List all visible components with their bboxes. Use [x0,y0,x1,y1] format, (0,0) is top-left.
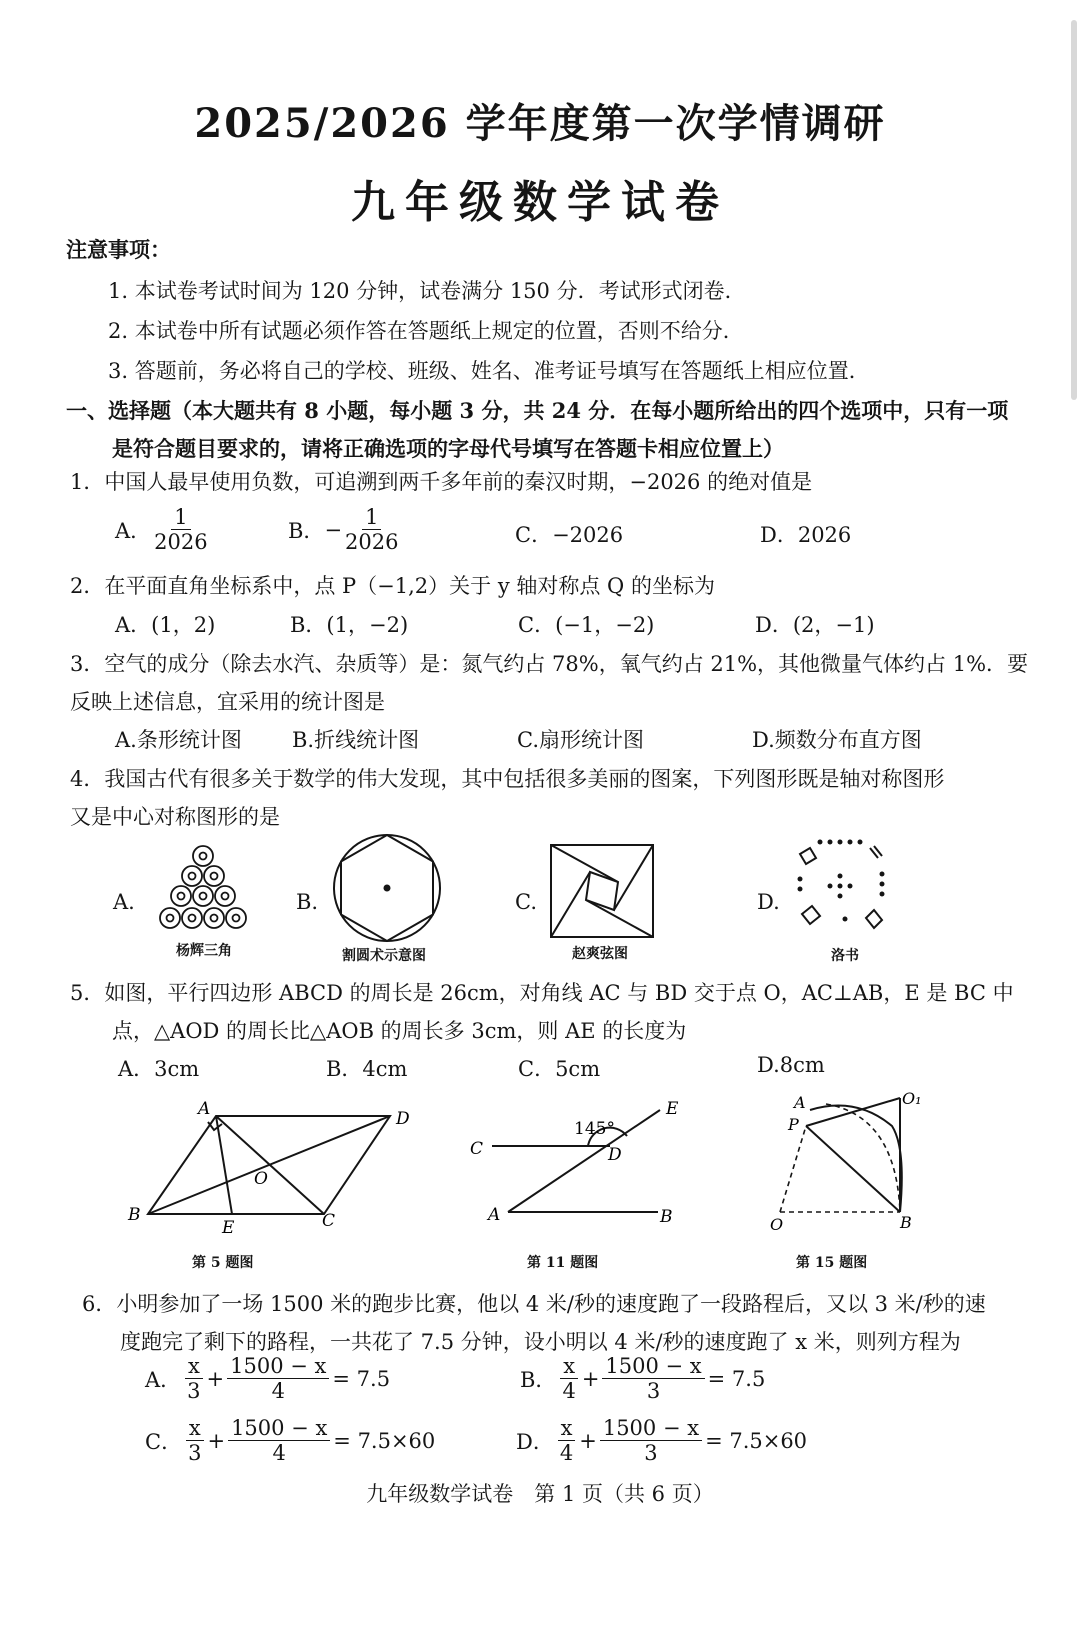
q1-option-a [115,505,211,554]
fraction [557,1416,576,1465]
fraction [228,1416,330,1465]
fraction [227,1354,329,1403]
point-label: A [488,1205,501,1225]
denominator: 3 [644,1441,658,1466]
equation-rhs: = 7.5×60 [333,1428,436,1453]
figure-caption: 洛书 [831,948,859,964]
q6-option-d [516,1416,807,1465]
q3-option-d: D.频数分布直方图 [752,728,922,752]
point-label: O [770,1215,784,1234]
q4-option-a-label: A. [113,890,135,914]
question-4-stem: 4．我国古代有很多关于数学的伟大发现，其中包括很多美丽的图案，下列图形既是轴对称图形 [70,767,945,791]
luoshu-figure [790,834,890,934]
fraction [600,1416,702,1465]
q5-option-c: C．5cm [518,1057,601,1081]
denominator: 4 [559,1441,574,1466]
fraction [151,505,210,554]
page-title: 2025/2026 学年度第一次学情调研 [194,100,886,147]
q6-option-b [520,1354,765,1403]
point-label: B [660,1207,673,1227]
numerator: 1500 − x [600,1416,702,1441]
point-label: D [608,1145,622,1165]
option-label: B． [520,1367,557,1392]
figure-caption: 第 5 题图 [192,1255,254,1271]
plus-sign: + [207,1428,226,1453]
equation-rhs: = 7.5 [707,1366,766,1391]
section-heading: 一、选择题（本大题共有 8 小题，每小题 3 分，共 24 分．在每小题所给出的四个选项中，只有一项 [66,398,1009,423]
q5-option-a: A．3cm [118,1057,200,1081]
plus-sign: + [579,1428,597,1453]
q3-option-a: A.条形统计图 [115,728,242,752]
denominator: 4 [272,1441,286,1466]
fraction [602,1354,704,1403]
q1-option-b [288,505,402,554]
point-label: O₁ [902,1089,922,1108]
option-label: C． [145,1429,183,1454]
option-label: A． [145,1367,182,1392]
question-6-stem-cont: 度跑完了剩下的路程，一共花了 7.5 分钟，设小明以 4 米/秒的速度跑了 x 米，则列方程为 [120,1330,961,1354]
q4-option-c-label: C. [515,890,537,914]
point-label: A [198,1099,211,1119]
numerator: 1 [362,505,381,530]
point-label: E [666,1099,679,1119]
figure-11 [462,1094,692,1244]
question-1-stem: 1．中国人最早使用负数，可追溯到两千多年前的秦汉时期，−2026 的绝对值是 [70,470,813,494]
fraction [185,1416,204,1465]
numerator: 1 [171,505,190,530]
notes-heading: 注意事项： [66,237,171,262]
question-5-stem-cont: 点，△AOD 的周长比△AOB 的周长多 3cm，则 AE 的长度为 [112,1019,687,1043]
fraction [184,1354,203,1403]
point-label: B [128,1205,141,1225]
numerator: 1500 − x [602,1354,704,1379]
point-label: E [222,1218,235,1238]
q1-option-d: D．2026 [760,523,852,547]
section-heading-cont: 是符合题目要求的，请将正确选项的字母代号填写在答题卡相应位置上） [112,436,784,461]
figure-caption: 杨辉三角 [176,943,232,959]
point-label: C [322,1211,336,1231]
figure-5 [120,1096,420,1246]
note-item: 3. 答题前，务必将自己的学校、班级、姓名、准考证号填写在答题纸上相应位置． [108,359,870,383]
figure-15 [766,1088,926,1238]
denominator: 4 [562,1379,576,1404]
option-label: D． [516,1429,554,1454]
option-label: B． [288,518,325,543]
page-footer: 九年级数学试卷 第 1 页（共 6 页） [366,1482,714,1506]
q3-option-c: C.扇形统计图 [517,728,644,752]
fraction [559,1354,578,1403]
yanghui-triangle-figure [148,842,258,938]
denominator: 4 [271,1379,285,1404]
q2-option-b: B．(1，−2) [290,613,409,637]
denominator: 3 [188,1441,202,1466]
figure-caption: 割圆术示意图 [342,948,426,964]
numerator: x [185,1354,203,1379]
point-label: O [254,1169,268,1189]
question-6-stem: 6．小明参加了一场 1500 米的跑步比赛，他以 4 米/秒的速度跑了一段路程后，又以 3 米/秒的速 [82,1292,986,1316]
denominator: 3 [646,1379,661,1404]
figure-caption: 赵爽弦图 [572,946,628,962]
q4-option-d-label: D. [757,890,780,914]
plus-sign: + [581,1366,600,1391]
q1-option-c: C．−2026 [515,523,624,547]
q6-option-c [145,1416,435,1465]
numerator: x [560,1354,578,1379]
point-label: P [788,1115,799,1134]
numerator: x [186,1416,204,1441]
plus-sign: + [206,1366,225,1391]
option-label: A． [115,518,152,543]
fraction [342,505,401,554]
denominator: 2026 [154,530,208,555]
q2-option-c: C．(−1，−2) [518,613,655,637]
q5-option-d: D.8cm [757,1053,825,1077]
point-label: A [794,1093,806,1112]
point-label: B [900,1213,912,1232]
equation-rhs: = 7.5×60 [705,1428,808,1453]
question-2-stem: 2．在平面直角坐标系中，点 P（−1,2）关于 y 轴对称点 Q 的坐标为 [70,574,715,598]
q4-option-b-label: B. [296,890,319,914]
circle-cutting-figure [330,832,444,944]
point-label: D [396,1109,410,1129]
question-3-stem-cont: 反映上述信息，宜采用的统计图是 [70,690,385,714]
zhaoshuang-figure [548,842,658,942]
q2-option-a: A．(1，2) [115,613,216,637]
numerator: x [558,1416,576,1441]
question-5-stem: 5．如图，平行四边形 ABCD 的周长是 26cm，对角线 AC 与 BD 交于点 O，AC⊥AB，E 是 BC 中 [70,981,1014,1005]
q2-option-d: D．(2，−1) [755,613,875,637]
angle-label: 145° [574,1119,615,1139]
q6-option-a [145,1354,390,1403]
page-subtitle: 九年级数学试卷 [351,177,729,228]
figure-caption: 第 15 题图 [796,1255,868,1271]
numerator: 1500 − x [228,1416,330,1441]
note-item: 2. 本试卷中所有试题必须作答在答题纸上规定的位置，否则不给分． [108,319,744,343]
equation-rhs: = 7.5 [332,1366,391,1391]
q3-option-b: B.折线统计图 [292,728,420,752]
minus-sign: − [324,517,343,542]
denominator: 3 [187,1379,201,1404]
note-item: 1. 本试卷考试时间为 120 分钟，试卷满分 150 分．考试形式闭卷． [108,279,746,303]
question-4-stem-cont: 又是中心对称图形的是 [70,805,280,829]
question-3-stem: 3．空气的成分（除去水汽、杂质等）是：氮气约占 78%，氧气约占 21%，其他微量气体约占 1%．要 [70,652,1029,676]
point-label: C [470,1139,484,1159]
q5-option-b: B．4cm [326,1057,408,1081]
figure-caption: 第 11 题图 [527,1255,599,1271]
numerator: 1500 − x [227,1354,329,1379]
denominator: 2026 [345,530,399,555]
